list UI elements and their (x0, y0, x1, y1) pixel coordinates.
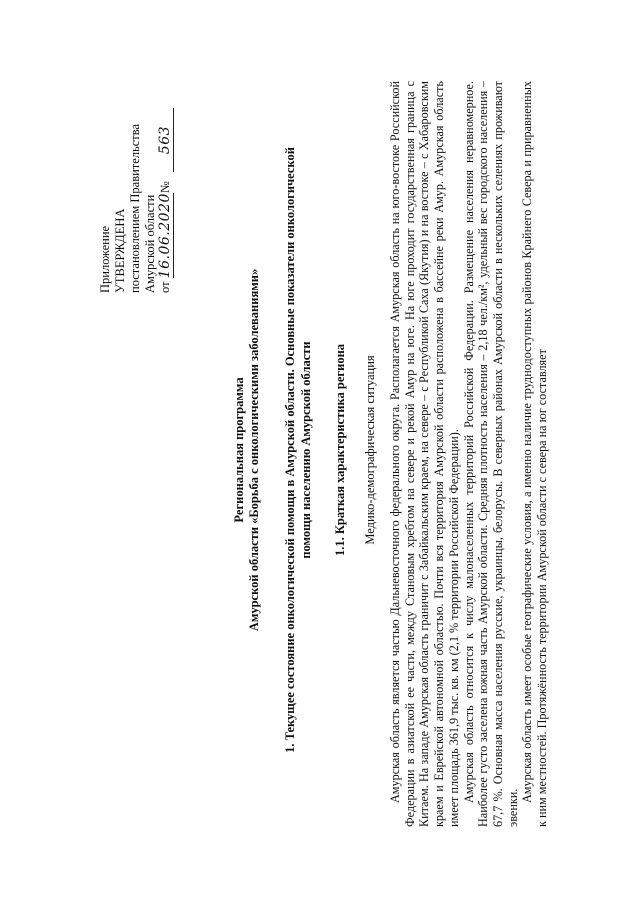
paragraph-conditions: Амурская область имеет особые географические условия, а именно наличие труднодоступных районов Крайнего Севера и приравненных к ним местностей. Протяжённость территории Амурской области с севера на юг составляет (520, 81, 550, 827)
approval-number-value: 563 (158, 108, 174, 172)
approval-region-label: Амурской области (143, 194, 157, 293)
approval-appendix-label: Приложение (98, 225, 112, 293)
approval-number-label: № (158, 181, 172, 194)
approval-date-value: 16.06.2020 (157, 193, 173, 279)
program-title-line2: Амурской области «Борьба с онкологическими заболеваниями» (247, 268, 261, 632)
section-1-heading-line1: 1. Текущее состояние онкологической помощи в Амурской области. Основные показатели онкологической (283, 147, 297, 753)
section-1-heading (283, 55, 314, 845)
approval-date-prefix: от (158, 281, 172, 293)
approval-date-line (158, 83, 174, 293)
approval-approved-label: УТВЕРЖДЕНА (113, 208, 127, 293)
program-title-line1: Региональная программа (232, 377, 246, 523)
approval-resolution-label: постановлением Правительства (128, 123, 142, 293)
approval-stamp (98, 83, 174, 293)
section-subtitle: Медико-демографическая ситуация (363, 355, 377, 545)
paragraph-population: Амурская область относится к числу малонаселенных территорий Российской Федерации. Размещение населения неравномерное. Наиболее густо заселена южная часть Амурской области. Средняя плотность населения – 2,18 чел./км², удельный вес городского населения – 67,7 %. Основная масса населения русские, украинцы, белорусы. В северных районах Амурской области в нескольких селениях проживают эвенки. (461, 81, 520, 827)
paragraph-geography: Амурская область является частью Дальневосточного федерального округа. Располагается Амурская область на юго-востоке Российской Федерации в азиатской ее части, между Становым хребтом на севере и рекой Амур на юге. На юге проходит государственная граница с Китаем. На западе Амурская область граничит с Забайкальским краем, на севере – с Республикой Саха (Якутия) и на востоке – с Хабаровским краем и Еврейской автономной областью. Почти вся территория Амурской области расположена в бассейне реки Амур. Амурская область имеет площадь 361,9 тыс. кв. км (2,1 % территории Российской Федерации). (388, 81, 461, 827)
section-1-1-heading: 1.1. Краткая характеристика региона (333, 343, 347, 557)
section-1-heading-line2: помощи населению Амурской области (298, 341, 313, 559)
program-title (232, 55, 262, 845)
body-text (388, 81, 550, 827)
